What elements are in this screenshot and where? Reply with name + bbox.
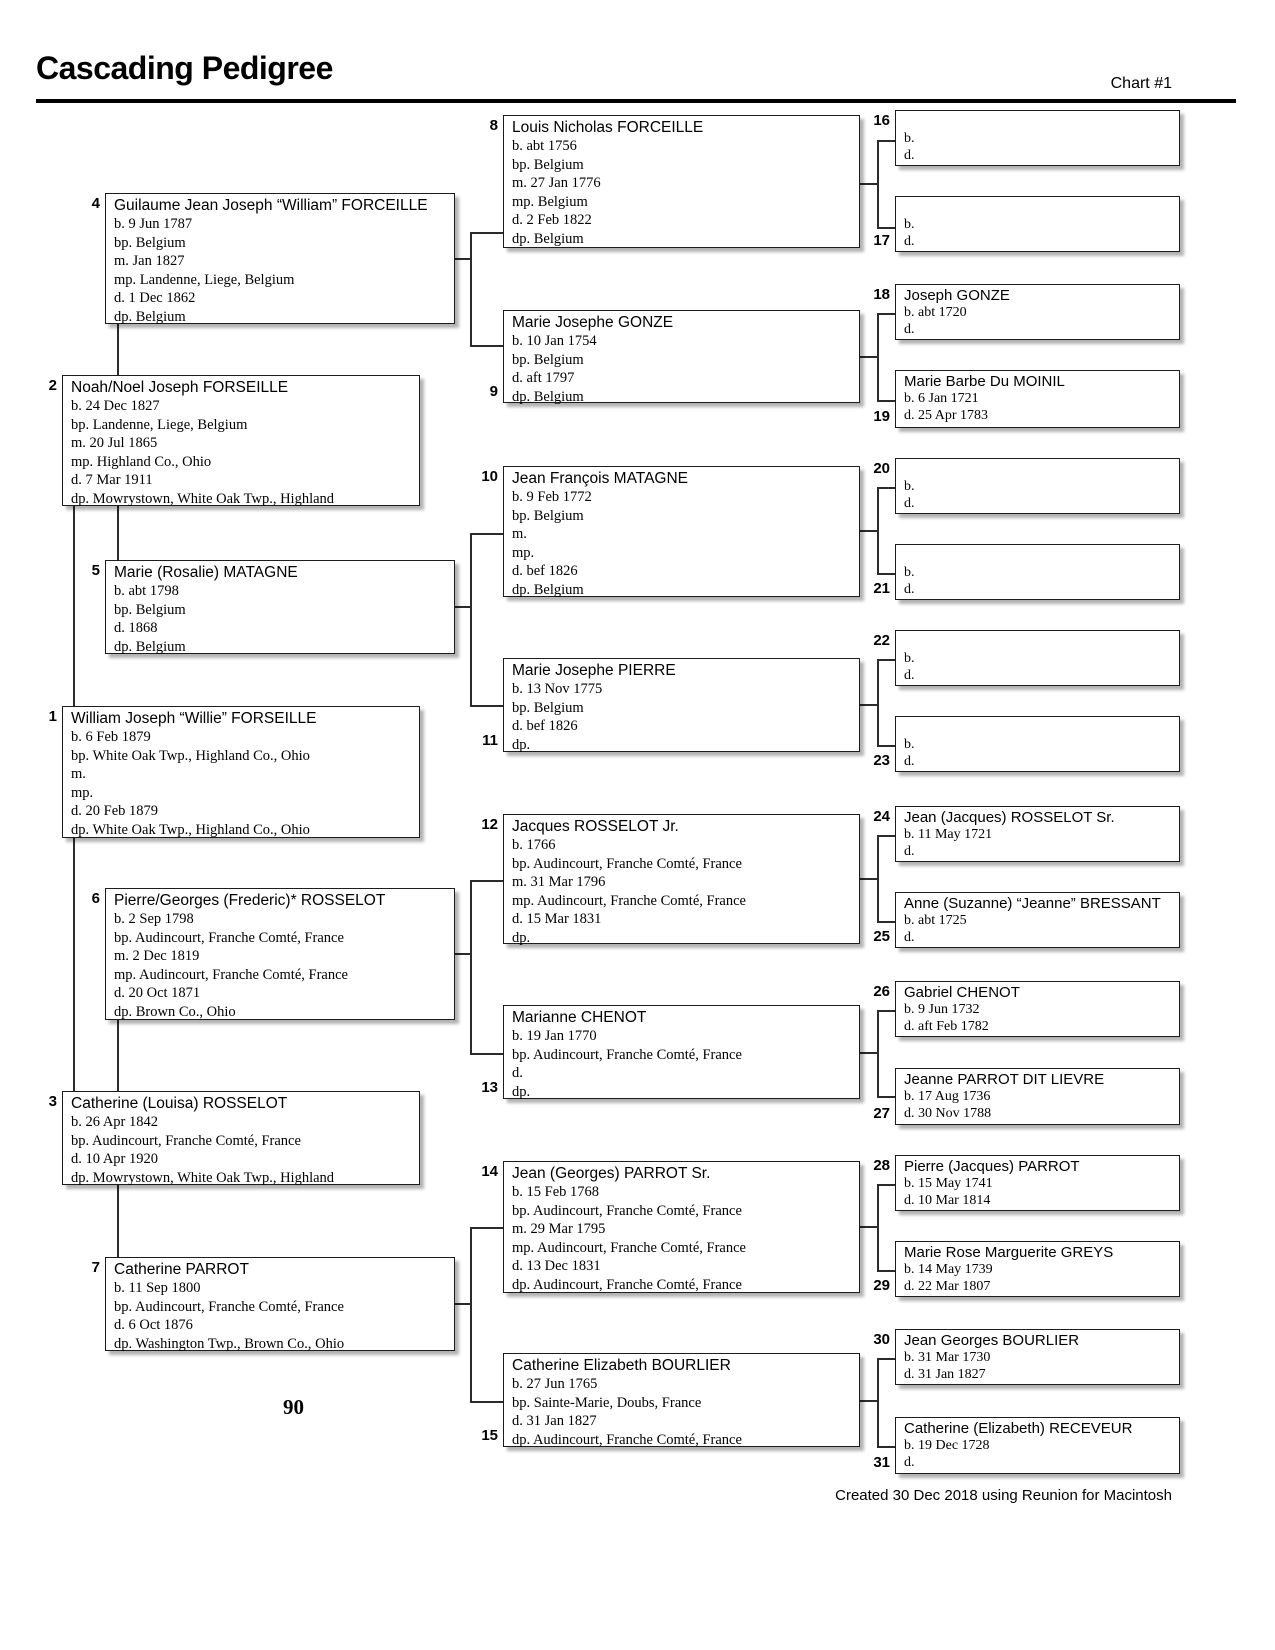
- person-detail-line: b. 9 Jun 1732: [904, 1002, 980, 1017]
- connector-line: [877, 835, 879, 923]
- person-box-28: [873, 1155, 1180, 1211]
- connector-line: [877, 1358, 895, 1360]
- person-detail-line: b. 15 May 1741: [904, 1176, 993, 1191]
- person-detail-line: b. 9 Jun 1787: [114, 216, 193, 232]
- person-name: [904, 199, 1175, 217]
- person-name: [904, 547, 1175, 565]
- connector-line: [877, 1010, 879, 1098]
- page-title: Cascading Pedigree: [36, 50, 333, 86]
- person-name: Anne (Suzanne) “Jeanne” BRESSANT: [904, 895, 1161, 912]
- person-name: Joseph GONZE: [904, 287, 1010, 304]
- person-box-27: [873, 1068, 1180, 1125]
- person-detail-line: b.: [904, 737, 915, 752]
- person-name: Guilaume Jean Joseph “William” FORCEILLE: [114, 197, 428, 214]
- person-name: William Joseph “Willie” FORSEILLE: [71, 710, 317, 727]
- connector-line: [117, 506, 119, 560]
- person-detail-line: b. 27 Jun 1765: [512, 1376, 598, 1392]
- person-box-8: [489, 115, 860, 248]
- person-box-16: [873, 110, 1180, 166]
- person-detail-line: d. 13 Dec 1831: [512, 1258, 601, 1274]
- person-name: Catherine Elizabeth BOURLIER: [512, 1357, 731, 1374]
- connector-line: [877, 835, 895, 837]
- person-number: 26: [873, 983, 890, 1000]
- connector-line: [73, 838, 75, 1091]
- person-number: 19: [873, 408, 890, 425]
- person-name: [904, 461, 1175, 479]
- person-detail-line: d. 7 Mar 1911: [71, 472, 153, 488]
- person-detail-line: mp. Belgium: [512, 193, 588, 210]
- person-detail-line: d. 1868: [114, 620, 158, 636]
- connector-line: [877, 1096, 895, 1098]
- person-number: 20: [873, 460, 890, 477]
- person-box-25: [873, 892, 1180, 948]
- person-detail-line: d.: [904, 753, 915, 769]
- person-name: Jean François MATAGNE: [512, 470, 689, 487]
- connector-line: [455, 1303, 471, 1305]
- connector-line: [877, 1184, 895, 1186]
- person-detail-line: dp. Belgium: [114, 638, 186, 655]
- person-box-29: [873, 1241, 1180, 1297]
- connector-line: [470, 1053, 503, 1055]
- connector-line: [470, 880, 472, 1055]
- person-box-24: [873, 806, 1180, 862]
- connector-line: [455, 606, 471, 608]
- person-name: [904, 719, 1175, 737]
- person-detail-line: mp. Audincourt, Franche Comté, France: [512, 892, 746, 909]
- person-detail-line: b.: [904, 651, 915, 666]
- person-detail-line: bp. Belgium: [512, 156, 584, 173]
- connector-line: [470, 1401, 503, 1403]
- person-detail-line: b. 13 Nov 1775: [512, 681, 603, 697]
- person-detail-line: d. 30 Nov 1788: [904, 1105, 992, 1121]
- person-detail-line: m.: [71, 766, 86, 782]
- person-detail-line: d. 25 Apr 1783: [904, 407, 988, 423]
- person-number: 11: [482, 732, 498, 749]
- connector-line: [117, 1020, 119, 1091]
- title-rule: [36, 99, 1236, 103]
- person-detail-line: m. 29 Mar 1795: [512, 1221, 606, 1237]
- connector-line: [470, 232, 472, 347]
- person-name: Gabriel CHENOT: [904, 984, 1020, 1001]
- person-detail-line: dp. Audincourt, Franche Comté, France: [512, 1431, 742, 1448]
- person-detail-line: b.: [904, 479, 915, 494]
- connector-line: [877, 487, 879, 575]
- connector-line: [117, 324, 119, 375]
- person-box-3: [48, 1091, 420, 1186]
- person-detail-line: dp. Belgium: [114, 308, 186, 325]
- person-detail-line: d. aft 1797: [512, 370, 575, 386]
- person-box-6: [91, 888, 455, 1020]
- connector-line: [877, 313, 879, 402]
- person-number: 4: [91, 195, 100, 212]
- person-box-11: [482, 658, 860, 753]
- person-detail-line: d. 1 Dec 1862: [114, 290, 196, 306]
- connector-line: [455, 953, 471, 955]
- person-detail-line: bp. Belgium: [114, 601, 186, 618]
- connector-line: [73, 506, 75, 706]
- person-detail-line: b. 2 Sep 1798: [114, 911, 194, 927]
- connector-line: [877, 140, 879, 229]
- person-name: Pierre (Jacques) PARROT: [904, 1158, 1080, 1175]
- person-detail-line: bp. Audincourt, Franche Comté, France: [512, 855, 742, 872]
- person-box-4: [91, 193, 455, 325]
- person-detail-line: b. 11 May 1721: [904, 827, 993, 842]
- person-number: 18: [873, 286, 890, 303]
- connector-line: [470, 232, 503, 234]
- person-number: 27: [873, 1105, 890, 1122]
- person-detail-line: mp. Highland Co., Ohio: [71, 453, 212, 470]
- person-detail-line: d. 31 Jan 1827: [512, 1413, 597, 1429]
- person-detail-line: bp. Audincourt, Franche Comté, France: [114, 929, 344, 946]
- person-number: 17: [873, 232, 890, 249]
- connector-line: [877, 1184, 879, 1272]
- connector-line: [877, 921, 895, 923]
- connector-line: [860, 878, 878, 880]
- person-detail-line: m. 31 Mar 1796: [512, 874, 606, 890]
- person-detail-line: b.: [904, 131, 915, 146]
- connector-line: [877, 1358, 879, 1448]
- person-detail-line: m. 27 Jan 1776: [512, 175, 601, 191]
- connector-line: [470, 533, 503, 535]
- person-detail-line: m.: [512, 526, 527, 542]
- person-detail-line: bp. Audincourt, Franche Comté, France: [512, 1046, 742, 1063]
- person-number: 12: [481, 816, 498, 833]
- connector-line: [470, 345, 503, 347]
- person-number: 14: [481, 1163, 498, 1180]
- connector-line: [860, 1052, 878, 1054]
- person-box-9: [489, 310, 860, 405]
- person-detail-line: b. 6 Feb 1879: [71, 729, 151, 745]
- person-detail-line: b. abt 1725: [904, 913, 967, 928]
- person-detail-line: b. 9 Feb 1772: [512, 489, 592, 505]
- person-detail-line: bp. Audincourt, Franche Comté, France: [512, 1202, 742, 1219]
- person-number: 15: [481, 1427, 498, 1444]
- person-detail-line: mp. Audincourt, Franche Comté, France: [512, 1239, 746, 1256]
- person-name: Jean (Georges) PARROT Sr.: [512, 1165, 711, 1182]
- connector-line: [860, 1400, 878, 1402]
- person-name: Catherine (Louisa) ROSSELOT: [71, 1095, 288, 1112]
- person-box-13: [481, 1005, 860, 1100]
- person-detail-line: b. 10 Jan 1754: [512, 333, 597, 349]
- person-detail-line: m. 20 Jul 1865: [71, 435, 158, 451]
- connector-line: [860, 704, 878, 706]
- connector-line: [877, 659, 879, 747]
- person-detail-line: dp. White Oak Twp., Highland Co., Ohio: [71, 821, 310, 838]
- person-number: 7: [91, 1259, 100, 1276]
- person-detail-line: bp. Landenne, Liege, Belgium: [71, 416, 248, 433]
- person-box-14: [481, 1161, 860, 1293]
- connector-line: [470, 533, 472, 707]
- person-number: 24: [873, 808, 890, 825]
- person-name: Jacques ROSSELOT Jr.: [512, 818, 679, 835]
- person-name: Marie (Rosalie) MATAGNE: [114, 564, 298, 581]
- person-detail-line: b. 31 Mar 1730: [904, 1350, 991, 1365]
- person-detail-line: dp. Audincourt, Franche Comté, France: [512, 1276, 742, 1293]
- person-detail-line: dp. Belgium: [512, 388, 584, 405]
- person-number: 6: [91, 890, 100, 907]
- person-box-17: [873, 196, 1180, 252]
- connector-line: [860, 530, 878, 532]
- person-box-22: [873, 630, 1180, 686]
- person-number: 9: [489, 383, 498, 400]
- person-detail-line: d. 15 Mar 1831: [512, 911, 602, 927]
- person-number: 16: [873, 112, 890, 129]
- person-number: 21: [873, 580, 890, 597]
- person-detail-line: b. 19 Dec 1728: [904, 1438, 990, 1453]
- person-detail-line: d.: [904, 495, 915, 511]
- connector-line: [877, 745, 895, 747]
- connector-line: [860, 183, 878, 185]
- person-detail-line: d.: [904, 581, 915, 597]
- person-number: 5: [91, 562, 100, 579]
- person-detail-line: bp. Belgium: [512, 507, 584, 524]
- person-detail-line: d.: [512, 1065, 523, 1081]
- person-number: 3: [48, 1093, 57, 1110]
- person-detail-line: bp. Belgium: [114, 234, 186, 251]
- person-box-19: [873, 370, 1180, 428]
- person-box-31: [873, 1417, 1180, 1474]
- person-number: 8: [489, 117, 498, 134]
- person-detail-line: dp.: [512, 736, 531, 753]
- person-detail-line: d. 22 Mar 1807: [904, 1278, 991, 1294]
- person-detail-line: b.: [904, 565, 915, 580]
- person-detail-line: d.: [904, 233, 915, 249]
- person-detail-line: mp.: [71, 784, 94, 801]
- person-number: 28: [873, 1157, 890, 1174]
- person-number: 23: [873, 752, 890, 769]
- person-detail-line: b. 17 Aug 1736: [904, 1089, 991, 1104]
- person-number: 22: [873, 632, 890, 649]
- connector-line: [877, 400, 895, 402]
- connector-line: [877, 227, 895, 229]
- person-detail-line: m. 2 Dec 1819: [114, 948, 200, 964]
- person-detail-line: dp. Belgium: [512, 230, 584, 247]
- connector-line: [877, 487, 895, 489]
- person-detail-line: d. 10 Apr 1920: [71, 1151, 158, 1167]
- person-detail-line: b. 26 Apr 1842: [71, 1114, 158, 1130]
- person-detail-line: b.: [904, 217, 915, 232]
- connector-line: [117, 1185, 119, 1257]
- connector-line: [860, 356, 878, 358]
- person-detail-line: dp.: [512, 1083, 531, 1100]
- person-box-2: [48, 375, 420, 507]
- person-name: Marie Rose Marguerite GREYS: [904, 1244, 1114, 1261]
- chart-number-label: Chart #1: [1110, 75, 1172, 92]
- person-name: Catherine (Elizabeth) RECEVEUR: [904, 1420, 1133, 1437]
- person-name: [904, 633, 1175, 651]
- person-detail-line: d.: [904, 147, 915, 163]
- person-detail-line: bp. White Oak Twp., Highland Co., Ohio: [71, 747, 310, 764]
- person-box-23: [873, 716, 1180, 772]
- person-name: Louis Nicholas FORCEILLE: [512, 119, 704, 136]
- person-detail-line: b. 1766: [512, 837, 556, 853]
- connector-line: [470, 705, 503, 707]
- person-detail-line: bp. Belgium: [512, 351, 584, 368]
- person-detail-line: dp. Belgium: [512, 581, 584, 598]
- connector-line: [877, 140, 895, 142]
- footer-credit: Created 30 Dec 2018 using Reunion for Macintosh: [835, 1487, 1172, 1504]
- person-detail-line: d.: [904, 1454, 915, 1470]
- person-name: Jean Georges BOURLIER: [904, 1332, 1080, 1349]
- person-detail-line: d. 10 Mar 1814: [904, 1192, 991, 1208]
- person-number: 13: [481, 1079, 498, 1096]
- person-detail-line: b. 15 Feb 1768: [512, 1184, 599, 1200]
- person-number: 29: [873, 1277, 890, 1294]
- person-box-10: [481, 466, 860, 598]
- person-box-12: [481, 814, 860, 946]
- person-detail-line: d.: [904, 321, 915, 337]
- person-number: 10: [481, 468, 498, 485]
- person-detail-line: d. 2 Feb 1822: [512, 212, 592, 228]
- person-detail-line: m. Jan 1827: [114, 253, 185, 269]
- page-number: 90: [283, 1395, 304, 1419]
- person-detail-line: d. aft Feb 1782: [904, 1018, 989, 1034]
- person-name: Marie Barbe Du MOINIL: [904, 373, 1065, 390]
- person-name: Pierre/Georges (Frederic)* ROSSELOT: [114, 892, 386, 909]
- person-name: Noah/Noel Joseph FORSEILLE: [71, 379, 289, 396]
- person-box-18: [873, 284, 1180, 340]
- person-detail-line: d.: [904, 929, 915, 945]
- person-detail-line: d. 20 Feb 1879: [71, 803, 158, 819]
- person-detail-line: b. 19 Jan 1770: [512, 1028, 597, 1044]
- person-detail-line: b. abt 1756: [512, 138, 577, 154]
- person-name: [904, 113, 1175, 131]
- person-detail-line: b. 14 May 1739: [904, 1262, 993, 1277]
- person-detail-line: dp.: [512, 929, 531, 946]
- person-box-20: [873, 458, 1180, 514]
- person-number: 30: [873, 1331, 890, 1348]
- person-detail-line: d. 31 Jan 1827: [904, 1366, 986, 1382]
- person-detail-line: d. bef 1826: [512, 718, 578, 734]
- person-detail-line: d. 6 Oct 1876: [114, 1317, 193, 1333]
- connector-line: [470, 1227, 472, 1403]
- person-box-26: [873, 981, 1180, 1037]
- person-name: Marie Josephe PIERRE: [512, 662, 676, 679]
- person-detail-line: mp. Landenne, Liege, Belgium: [114, 271, 295, 288]
- person-detail-line: d. 20 Oct 1871: [114, 985, 201, 1001]
- person-name: Jean (Jacques) ROSSELOT Sr.: [904, 809, 1115, 826]
- person-detail-line: mp. Audincourt, Franche Comté, France: [114, 966, 348, 983]
- connector-line: [877, 1446, 895, 1448]
- person-detail-line: bp. Sainte-Marie, Doubs, France: [512, 1394, 702, 1411]
- person-detail-line: b. 6 Jan 1721: [904, 391, 979, 406]
- connector-line: [877, 659, 895, 661]
- connector-line: [877, 313, 895, 315]
- person-detail-line: bp. Audincourt, Franche Comté, France: [71, 1132, 301, 1149]
- person-box-7: [91, 1257, 455, 1352]
- connector-line: [877, 1010, 895, 1012]
- person-box-5: [91, 560, 455, 655]
- person-name: Jeanne PARROT DIT LIEVRE: [904, 1071, 1105, 1088]
- person-box-30: [873, 1329, 1180, 1385]
- person-detail-line: mp.: [512, 544, 535, 561]
- connector-line: [470, 1227, 503, 1229]
- person-detail-line: dp. Mowrystown, White Oak Twp., Highland: [71, 490, 335, 507]
- person-name: Marie Josephe GONZE: [512, 314, 674, 331]
- person-number: 1: [48, 708, 57, 725]
- person-box-15: [481, 1353, 860, 1448]
- person-detail-line: dp. Washington Twp., Brown Co., Ohio: [114, 1335, 345, 1352]
- person-detail-line: b. abt 1798: [114, 583, 179, 599]
- connector-line: [455, 258, 471, 260]
- person-detail-line: b. 11 Sep 1800: [114, 1280, 201, 1296]
- person-detail-line: b. abt 1720: [904, 305, 967, 320]
- connector-line: [877, 1270, 895, 1272]
- person-name: Marianne CHENOT: [512, 1009, 647, 1026]
- person-detail-line: dp. Mowrystown, White Oak Twp., Highland: [71, 1169, 335, 1186]
- connector-line: [877, 573, 895, 575]
- person-number: 2: [48, 377, 57, 394]
- person-detail-line: b. 24 Dec 1827: [71, 398, 160, 414]
- person-detail-line: bp. Belgium: [512, 699, 584, 716]
- connector-line: [860, 1226, 878, 1228]
- connector-line: [470, 880, 503, 882]
- person-detail-line: d.: [904, 667, 915, 683]
- person-number: 25: [873, 928, 890, 945]
- person-number: 31: [873, 1454, 890, 1471]
- person-detail-line: bp. Audincourt, Franche Comté, France: [114, 1298, 344, 1315]
- person-box-1: [48, 706, 420, 838]
- person-box-21: [873, 544, 1180, 600]
- person-detail-line: dp. Brown Co., Ohio: [114, 1003, 236, 1020]
- person-detail-line: d.: [904, 843, 915, 859]
- person-detail-line: d. bef 1826: [512, 563, 578, 579]
- person-name: Catherine PARROT: [114, 1261, 249, 1278]
